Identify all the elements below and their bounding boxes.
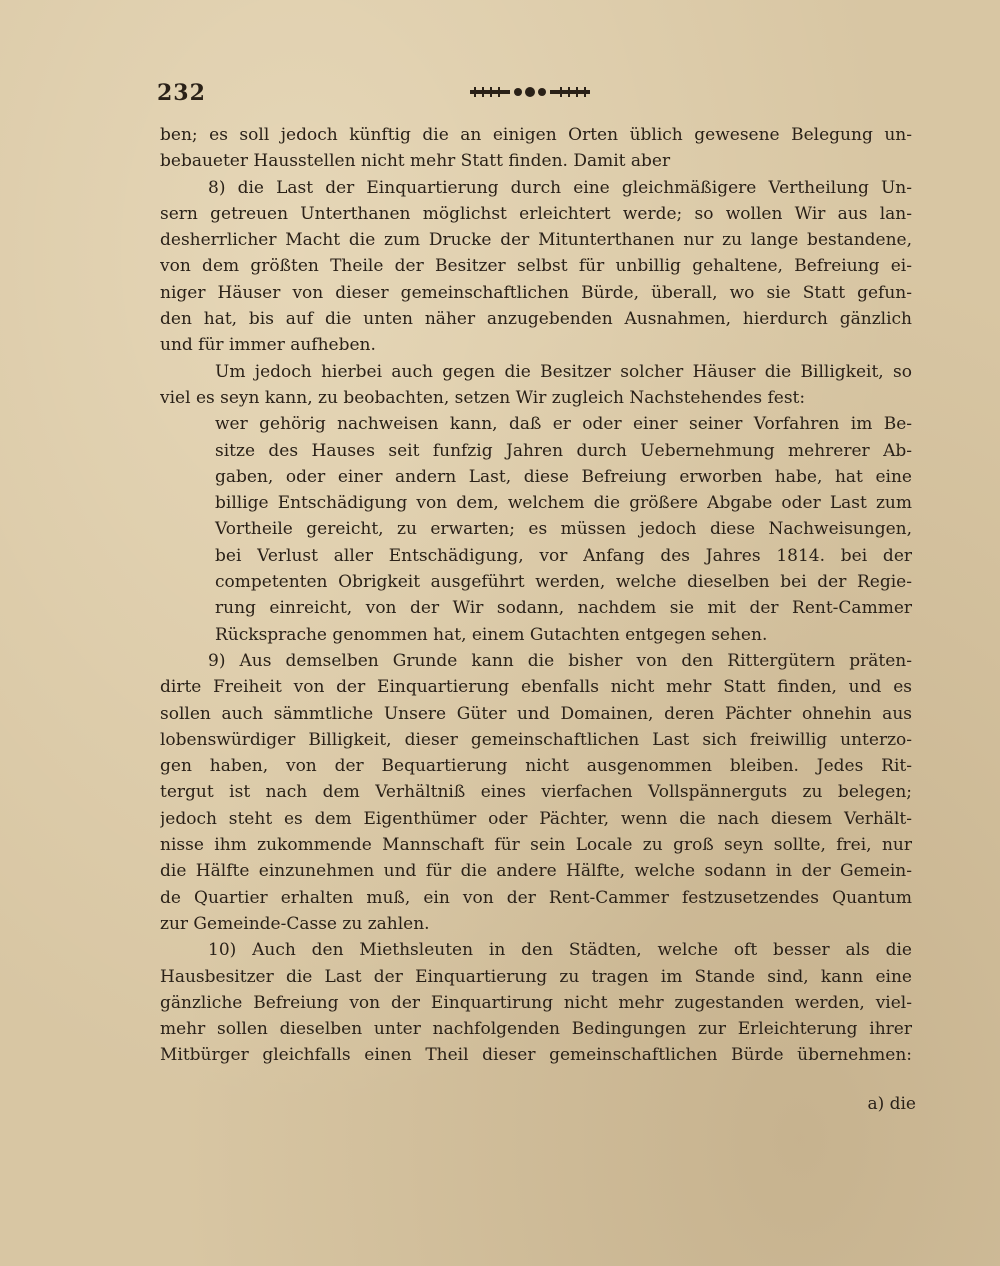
text-line: Um jedoch hierbei auch gegen die Besitzer solcher Häuser die Billigkeit, so bbox=[215, 361, 912, 382]
text-line: gänzliche Befreiung von der Einquartirung nicht mehr zugestanden werden, viel- bbox=[160, 992, 912, 1013]
ornament-icon bbox=[470, 84, 590, 100]
text-line: sollen auch sämmtliche Unsere Güter und Domainen, deren Pächter ohnehin aus bbox=[160, 703, 912, 724]
text-line: bei Verlust aller Entschädigung, vor Anfang des Jahres 1814. bei der bbox=[215, 545, 912, 566]
text-line: desherrlicher Macht die zum Drucke der Mitunterthanen nur zu lange bestandene, bbox=[160, 230, 912, 251]
text-line: wer gehörig nachweisen kann, daß er oder einer seiner Vorfahren im Be- bbox=[215, 414, 912, 435]
text-line: lobenswürdiger Billigkeit, dieser gemeinschaftlichen Last sich freiwillig unterzo- bbox=[160, 729, 912, 750]
text-line: nisse ihm zukommende Mannschaft für sein Locale zu groß seyn sollte, frei, nur bbox=[160, 835, 912, 856]
text-line: die Hälfte einzunehmen und für die andere Hälfte, welche sodann in der Gemein- bbox=[160, 861, 912, 882]
text-line: tergut ist nach dem Verhältniß eines vierfachen Vollspännerguts zu belegen; bbox=[160, 782, 912, 803]
text-line: billige Entschädigung von dem, welchem die größere Abgabe oder Last zum bbox=[215, 493, 912, 514]
text-line: 10) Auch den Miethsleuten in den Städten, welche oft besser als die bbox=[208, 940, 912, 961]
text-line: bebaueter Hausstellen nicht mehr Statt finden. Damit aber bbox=[160, 151, 671, 172]
body-text bbox=[160, 122, 912, 1069]
text-line: viel es seyn kann, zu beobachten, setzen Wir zugleich Nachstehendes fest: bbox=[160, 387, 806, 408]
text-line: zur Gemeinde-Casse zu zahlen. bbox=[160, 913, 430, 934]
text-line: und für immer aufheben. bbox=[160, 335, 376, 356]
text-line: Vortheile gereicht, zu erwarten; es müssen jedoch diese Nachweisungen, bbox=[215, 519, 912, 540]
text-line: jedoch steht es dem Eigenthümer oder Pächter, wenn die nach diesem Verhält- bbox=[160, 808, 912, 829]
text-line: den hat, bis auf die unten näher anzugebenden Ausnahmen, hierdurch gänzlich bbox=[160, 309, 912, 330]
text-line: sitze des Hauses seit funfzig Jahren durch Uebernehmung mehrerer Ab- bbox=[215, 440, 912, 461]
text-line: Rücksprache genommen hat, einem Gutachten entgegen sehen. bbox=[215, 624, 768, 645]
text-line: de Quartier erhalten muß, ein von der Rent-Cammer festzusetzendes Quantum bbox=[160, 887, 912, 908]
text-line: sern getreuen Unterthanen möglichst erleichtert werde; so wollen Wir aus lan- bbox=[160, 203, 912, 224]
text-line: Hausbesitzer die Last der Einquartierung zu tragen im Stande sind, kann eine bbox=[160, 966, 912, 987]
page-number: 232 bbox=[157, 80, 206, 106]
text-line: Mitbürger gleichfalls einen Theil dieser gemeinschaftlichen Bürde übernehmen: bbox=[160, 1045, 912, 1066]
text-line: ben; es soll jedoch künftig die an einigen Orten üblich gewesene Belegung un- bbox=[160, 125, 912, 145]
text-line: gaben, oder einer andern Last, diese Befreiung erworben habe, hat eine bbox=[215, 466, 912, 487]
text-line: rung einreicht, von der Wir sodann, nachdem sie mit der Rent-Cammer bbox=[215, 598, 912, 619]
text-line: competenten Obrigkeit ausgeführt werden, welche dieselben bei der Regie- bbox=[215, 572, 912, 593]
catchword: a) die bbox=[867, 1094, 916, 1114]
text-line: niger Häuser von dieser gemeinschaftlichen Bürde, überall, wo sie Statt gefun- bbox=[160, 282, 912, 303]
text-line: von dem größten Theile der Besitzer selbst für unbillig gehaltene, Befreiung ei- bbox=[160, 256, 912, 277]
text-line: gen haben, von der Bequartierung nicht ausgenommen bleiben. Jedes Rit- bbox=[160, 756, 912, 777]
text-line: 8) die Last der Einquartierung durch eine gleichmäßigere Vertheilung Un- bbox=[208, 177, 912, 198]
text-line: mehr sollen dieselben unter nachfolgenden Bedingungen zur Erleichterung ihrer bbox=[160, 1019, 912, 1040]
text-line: 9) Aus demselben Grunde kann die bisher von den Rittergütern präten- bbox=[208, 650, 912, 671]
text-line: dirte Freiheit von der Einquartierung ebenfalls nicht mehr Statt finden, und es bbox=[160, 677, 912, 698]
